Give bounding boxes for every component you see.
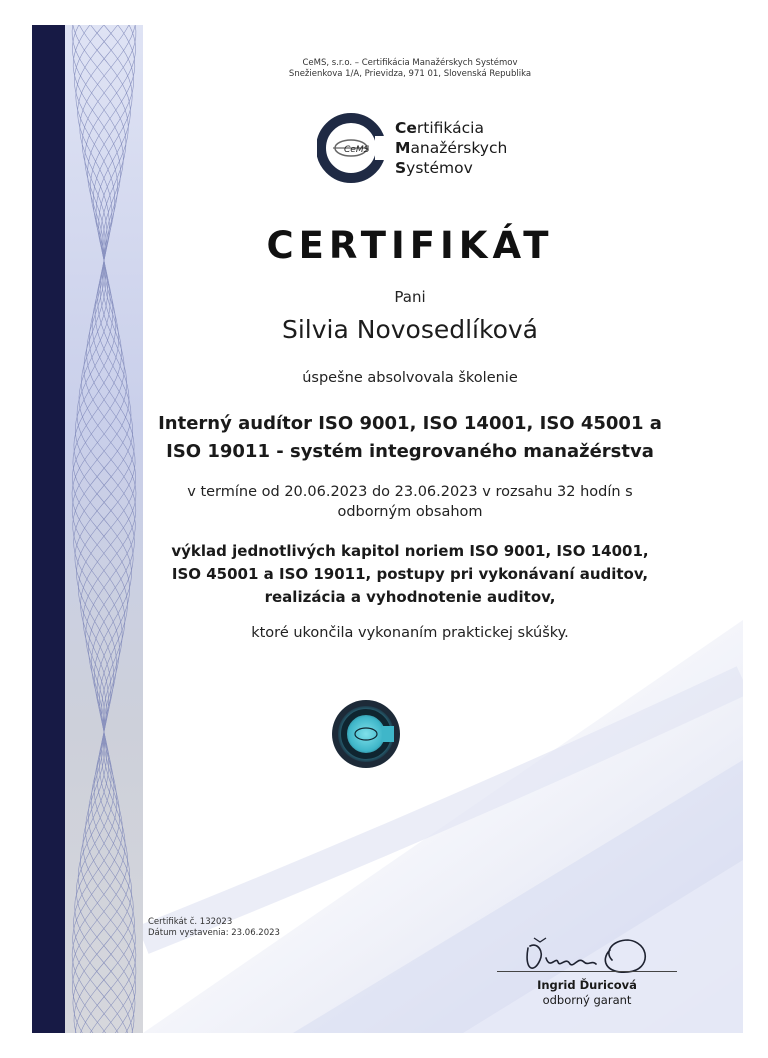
issuer-name: CeMS, s.r.o. – Certifikácia Manažérskych Systémov <box>302 58 518 68</box>
signer-role: odborný garant <box>542 993 632 1007</box>
term-line-2: odborným obsahom <box>337 504 483 520</box>
logo-wordmark: Certifikácia Manažérskych Systémov <box>395 119 508 177</box>
course-title-line-1: Interný audítor ISO 9001, ISO 14001, ISO 45001 a <box>158 413 662 434</box>
completion-statement: úspešne absolvovala školenie <box>302 370 518 386</box>
course-title <box>150 410 670 466</box>
term-line-1: v termíne od 20.06.2023 do 23.06.2023 v rozsahu 32 hodín s <box>187 484 633 500</box>
salutation: Pani <box>394 288 426 306</box>
guilloche-band <box>65 25 143 1033</box>
certificate-number: Certifikát č. 132023 <box>148 917 233 927</box>
logo-mark-text: CeMS <box>344 145 370 155</box>
issue-date: Dátum vystavenia: 23.06.2023 <box>148 928 280 938</box>
exam-statement: ktoré ukončila vykonaním praktickej skúšky. <box>251 625 569 641</box>
course-title-line-2: ISO 19011 - systém integrovaného manažérstva <box>166 441 654 462</box>
content-line-2: ISO 45001 a ISO 19011, postupy pri vykonávaní auditov, <box>171 565 649 583</box>
content-line-3: realizácia a vyhodnotenie auditov, <box>264 588 556 606</box>
signature-line <box>497 971 677 972</box>
content-line-1: výklad jednotlivých kapitol noriem ISO 9001, ISO 14001, <box>171 542 649 560</box>
course-term <box>150 482 670 522</box>
issuer-address: Snežienkova 1/A, Prievidza, 971 01, Slovenská Republika <box>288 69 532 79</box>
certificate-meta <box>148 917 280 939</box>
cems-logo <box>317 112 507 192</box>
cems-logo-icon <box>317 112 389 184</box>
signer-name: Ingrid Ďuricová <box>537 978 637 992</box>
signer-block <box>497 978 677 1008</box>
handwritten-signature <box>500 930 680 975</box>
hologram-seal-icon <box>330 698 402 770</box>
recipient-name: Silvia Novosedlíková <box>281 315 539 344</box>
course-content <box>150 540 670 609</box>
navy-border-bar <box>32 25 65 1033</box>
certificate-title: CERTIFIKÁT <box>266 224 554 267</box>
